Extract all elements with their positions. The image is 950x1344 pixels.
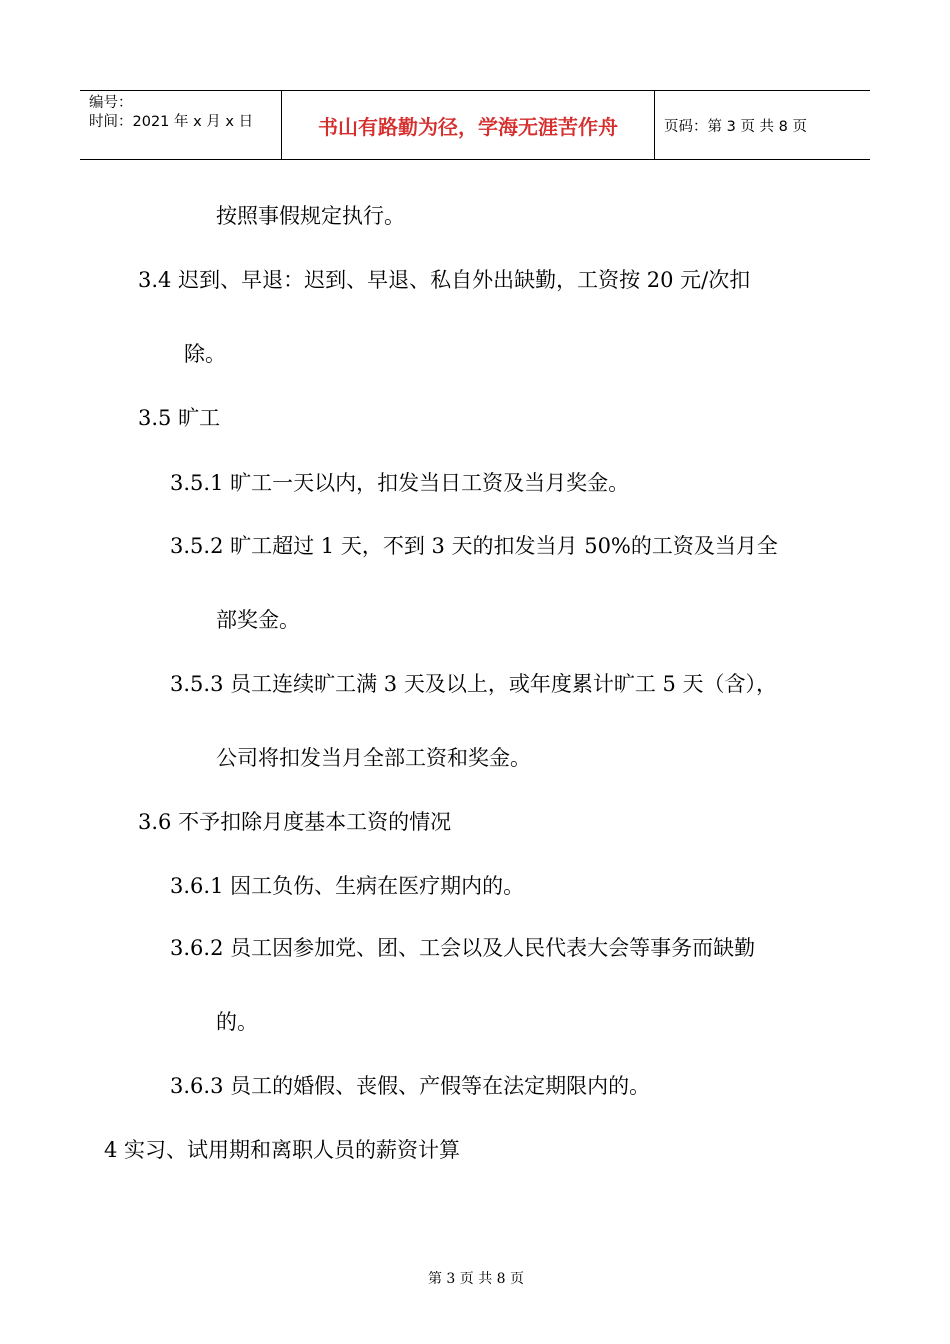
body-line: 部奖金。	[216, 608, 300, 632]
section-3-6: 3.6 不予扣除月度基本工资的情况	[138, 810, 452, 834]
section-3-4: 3.4 迟到、早退：迟到、早退、私自外出缺勤，工资按 20 元/次扣	[138, 268, 751, 292]
section-3-6-3: 3.6.3 员工的婚假、丧假、产假等在法定期限内的。	[170, 1074, 651, 1098]
document-number-label: 编号：	[89, 95, 133, 111]
body-line: 除。	[184, 342, 226, 366]
header-meta	[80, 91, 282, 159]
page-footer	[0, 1268, 950, 1288]
document-date: 时间：2021 年 x 月 x 日	[89, 114, 254, 130]
section-3-5-3: 3.5.3 员工连续旷工满 3 天及以上，或年度累计旷工 5 天（含），	[170, 672, 778, 696]
section-4-heading: 4 实习、试用期和离职人员的薪资计算	[104, 1138, 461, 1162]
header-motto: 书山有路勤为径，学海无涯苦作舟	[282, 91, 655, 159]
section-3-5-1: 3.5.1 旷工一天以内，扣发当日工资及当月奖金。	[170, 471, 630, 495]
document-header	[80, 90, 870, 160]
header-page-info: 页码：第 3 页 共 8 页	[664, 118, 807, 135]
section-3-6-1: 3.6.1 因工负伤、生病在医疗期内的。	[170, 874, 525, 898]
section-3-5: 3.5 旷工	[138, 406, 221, 430]
body-line: 的。	[216, 1010, 258, 1034]
footer-page-number: 第 3 页 共 8 页	[427, 1271, 525, 1287]
section-3-6-2: 3.6.2 员工因参加党、团、工会以及人民代表大会等事务而缺勤	[170, 936, 756, 960]
body-line: 按照事假规定执行。	[216, 204, 405, 228]
body-line: 公司将扣发当月全部工资和奖金。	[216, 746, 531, 770]
section-3-5-2: 3.5.2 旷工超过 1 天，不到 3 天的扣发当月 50%的工资及当月全	[170, 534, 778, 558]
